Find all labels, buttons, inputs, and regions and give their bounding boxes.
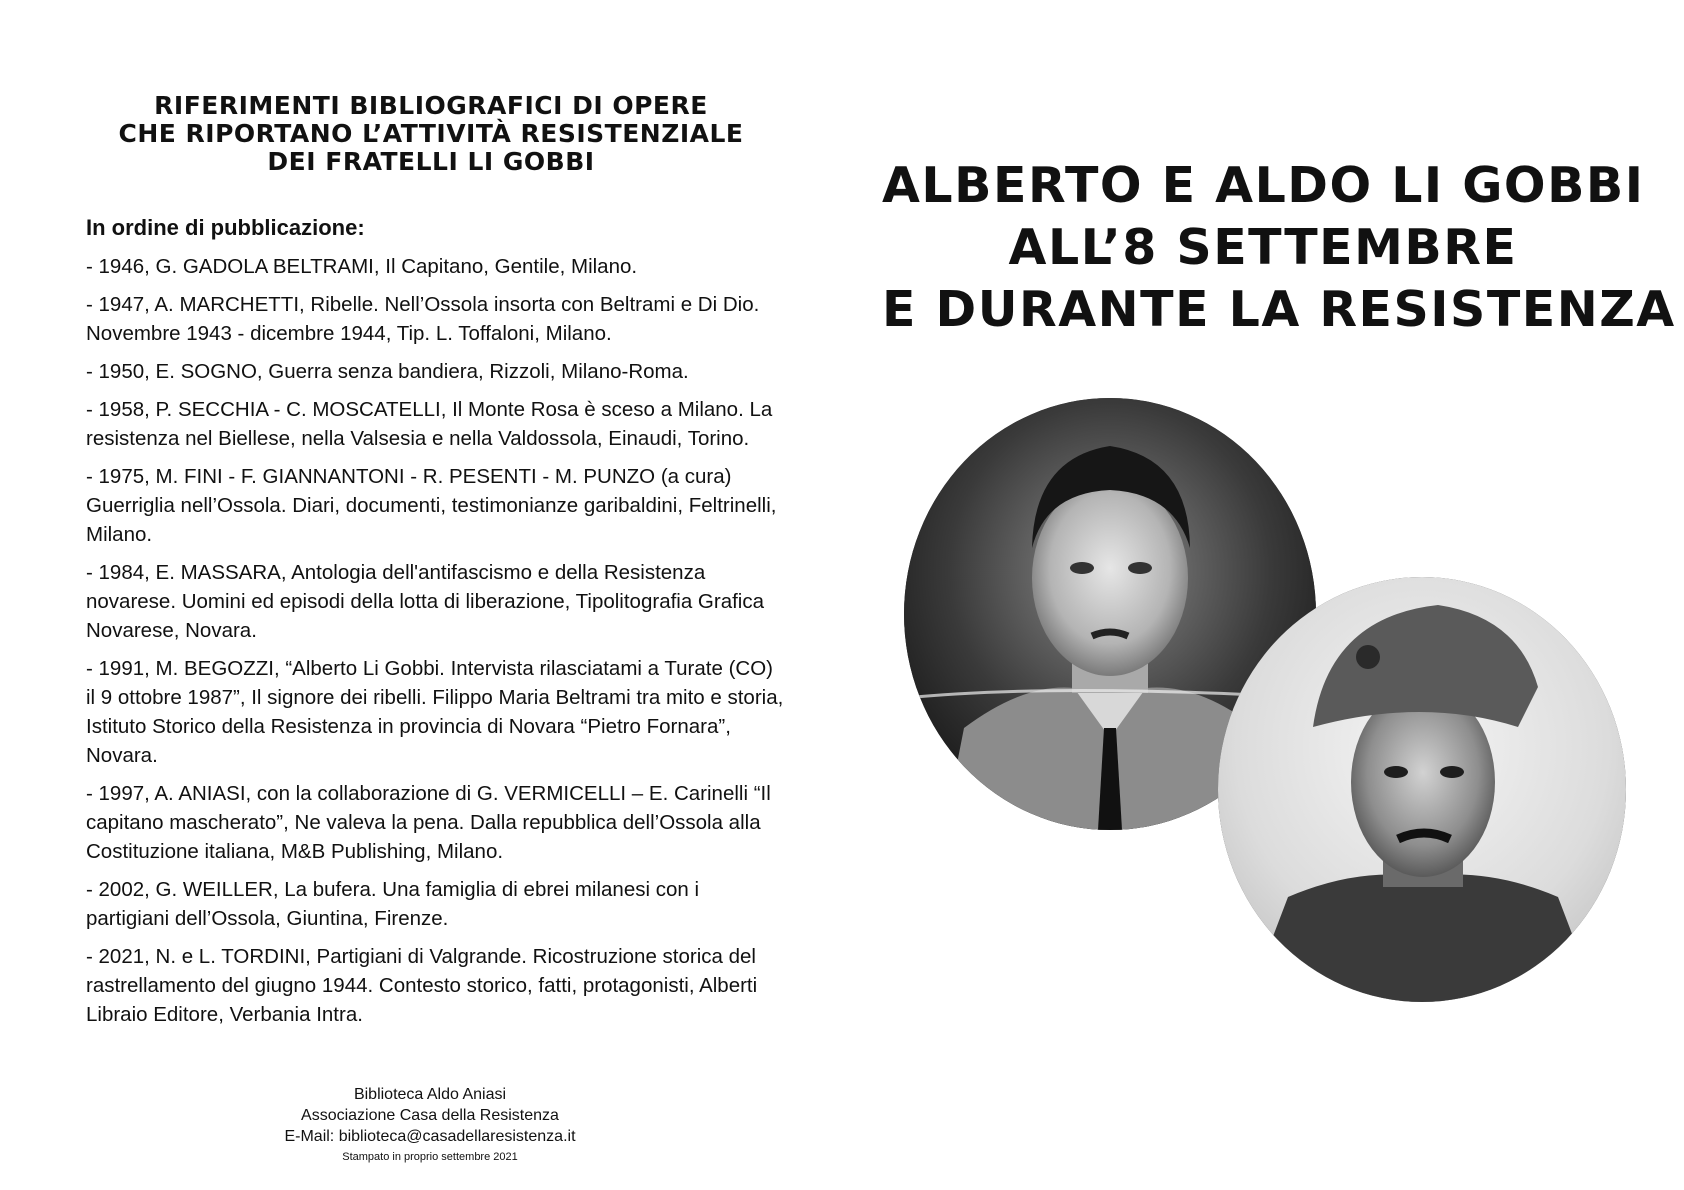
cover-title-line-3: E DURANTE LA RESISTENZA (882, 281, 1676, 338)
bibliography-entry: - 1997, A. ANIASI, con la collaborazione di G. VERMICELLI – E. Carinelli “Il capitano mascherato”, Ne valeva la pena. Dalla repubblica dell’Ossola alla Costituzione italiana, M&B Publishing, Milano. (86, 782, 771, 863)
bibliography-entry: - 1991, M. BEGOZZI, “Alberto Li Gobbi. Intervista rilasciatami a Turate (CO) il 9 ottobre 1987”, Il signore dei ribelli. Filippo Maria Beltrami tra mito e storia, Istituto Storico della Resistenza in provincia di Novara “Pietro Fornara”, Novara. (86, 657, 784, 767)
bibliography-entry: - 1984, E. MASSARA, Antologia dell'antifascismo e della Resistenza novarese. Uomini ed episodi della lotta di liberazione, Tipolitografia Grafica Novarese, Novara. (86, 561, 765, 642)
bibliography-entry: - 1950, E. SOGNO, Guerra senza bandiera, Rizzoli, Milano-Roma. (86, 360, 689, 383)
portrait-photo-aldo (1218, 577, 1626, 1002)
footer-printed-note: Stampato in proprio settembre 2021 (342, 1151, 518, 1163)
bibliography-heading-line-3: DEI FRATELLI LI GOBBI (267, 147, 595, 176)
front-cover-page (842, 0, 1684, 1190)
order-label: In ordine di pubblicazione: (86, 215, 365, 240)
bibliography-entry: - 2021, N. e L. TORDINI, Partigiani di Valgrande. Ricostruzione storica del rastrellamento del giugno 1944. Contesto storico, fatti, protagonisti, Alberti Libraio Editore, Verbania Intra. (86, 945, 758, 1026)
bibliography-entry: - 1947, A. MARCHETTI, Ribelle. Nell’Ossola insorta con Beltrami e Di Dio. Novembre 1943 - dicembre 1944, Tip. L. Toffaloni, Milano. (86, 293, 760, 345)
portrait-illustration (1218, 577, 1626, 1002)
bibliography-entry: - 1946, G. GADOLA BELTRAMI, Il Capitano, Gentile, Milano. (86, 255, 638, 278)
bibliography-entry: - 1975, M. FINI - F. GIANNANTONI - R. PESENTI - M. PUNZO (a cura) Guerriglia nell’Ossola. Diari, documenti, testimonianze garibaldini, Feltrinelli, Milano. (86, 465, 777, 546)
bibliography-heading-line-1: RIFERIMENTI BIBLIOGRAFICI DI OPERE (154, 91, 708, 120)
bibliography-heading (60, 92, 802, 176)
footer-email: E-Mail: biblioteca@casadellaresistenza.it (284, 1128, 576, 1145)
bibliography-entry: - 2002, G. WEILLER, La bufera. Una famiglia di ebrei milanesi con i partigiani dell’Ossola, Giuntina, Firenze. (86, 878, 700, 930)
cover-title-line-1: ALBERTO E ALDO LI GOBBI (882, 157, 1645, 214)
bibliography-list (86, 252, 786, 1038)
bibliography-heading-line-2: CHE RIPORTANO L’ATTIVITÀ RESISTENZIALE (118, 119, 744, 148)
footer-association: Associazione Casa della Resistenza (301, 1107, 559, 1124)
cover-title-line-2: ALL’8 SETTEMBRE (1008, 219, 1518, 276)
bibliography-entry: - 1958, P. SECCHIA - C. MOSCATELLI, Il Monte Rosa è sceso a Milano. La resistenza nel Biellese, nella Valsesia e nella Valdossola, Einaudi, Torino. (86, 398, 773, 450)
footer-library: Biblioteca Aldo Aniasi (353, 1086, 507, 1103)
footer-credits (220, 1084, 640, 1167)
cover-title (882, 155, 1676, 341)
